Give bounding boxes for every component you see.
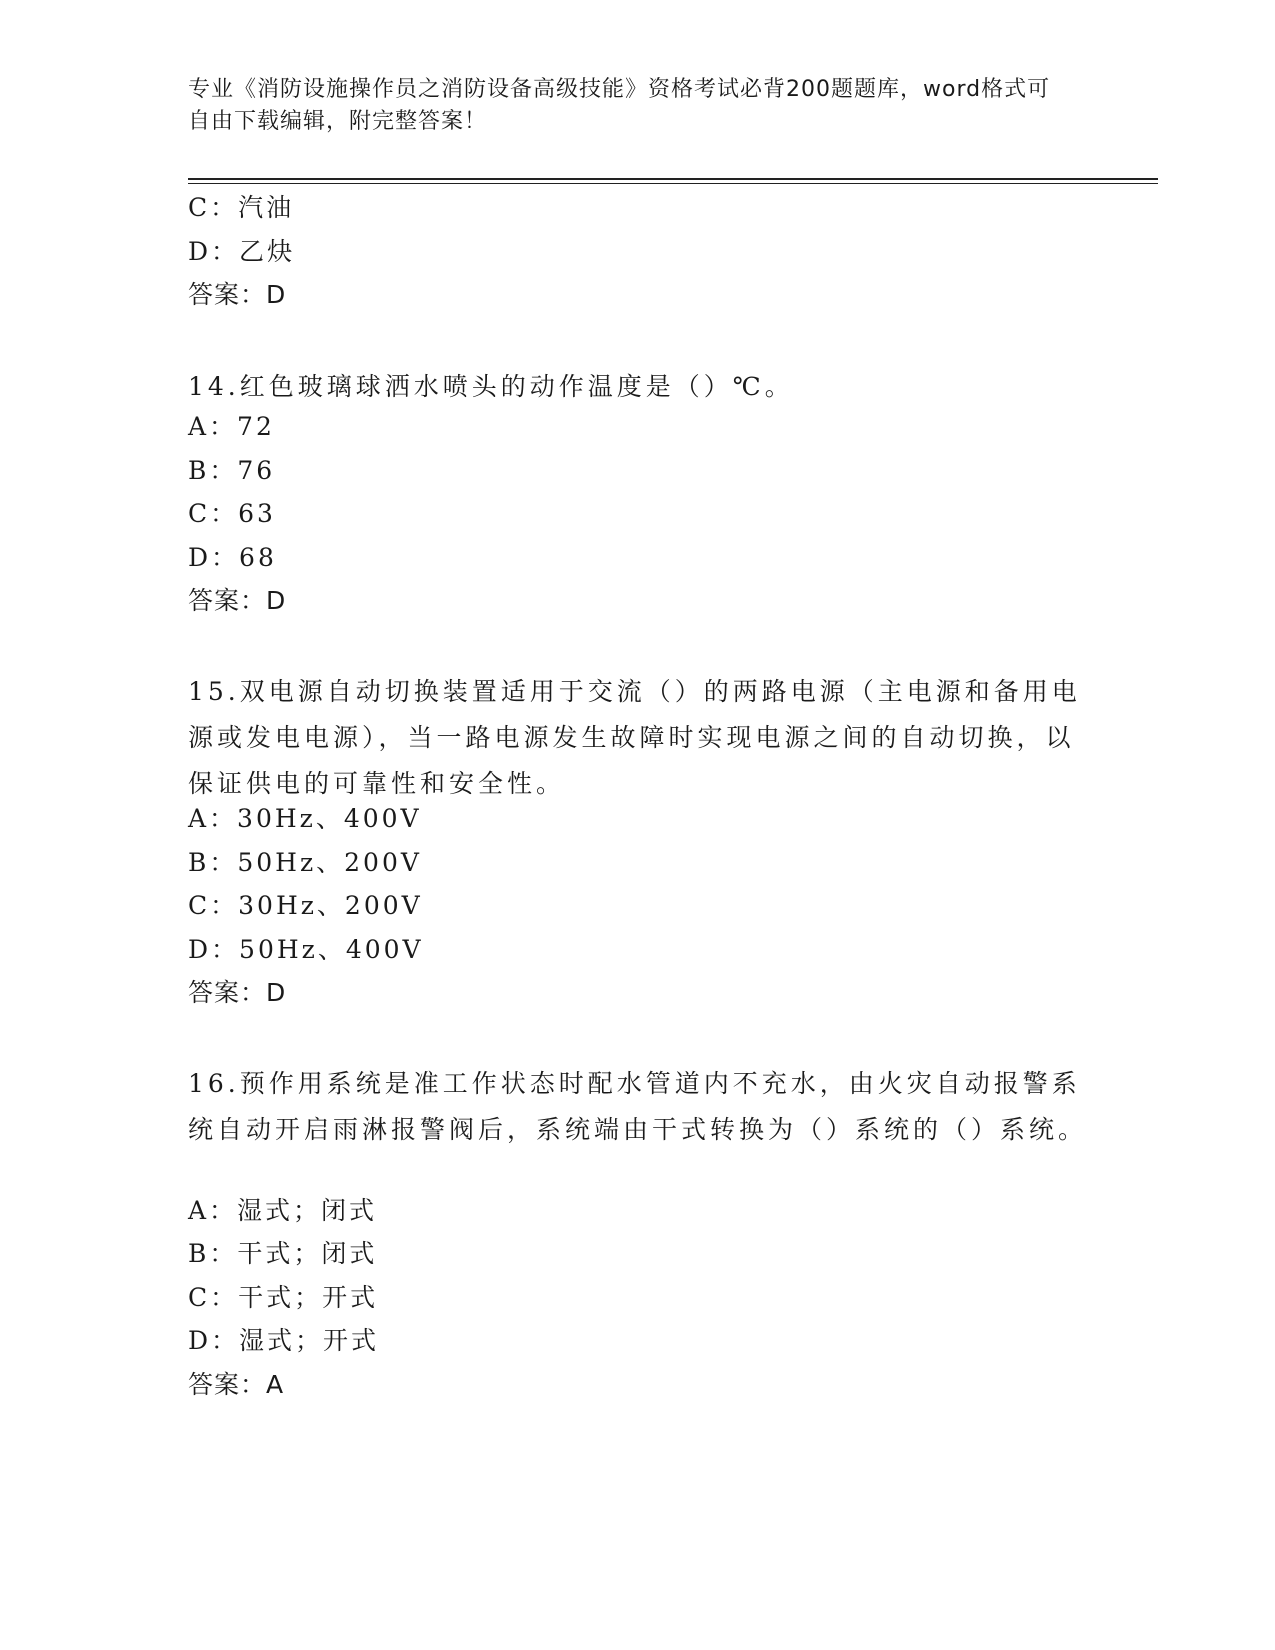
option-d: D：乙炔 xyxy=(188,237,296,266)
option-c: C：63 xyxy=(188,499,276,528)
question-text: 16.预作用系统是准工作状态时配水管道内不充水，由火灾自动报警系统自动开启雨淋报警阀后，系统端由干式转换为（）系统的（）系统。 xyxy=(188,1069,1088,1144)
header-divider-thin xyxy=(188,183,1158,184)
question-text: 15.双电源自动切换装置适用于交流（）的两路电源（主电源和备用电源或发电电源），当一路电源发生故障时实现电源之间的自动切换，以保证供电的可靠性和安全性。 xyxy=(188,677,1081,798)
option-d: D：50Hz、400V xyxy=(188,935,424,964)
option-a: A：湿式；闭式 xyxy=(188,1196,378,1225)
option-b: B：干式；闭式 xyxy=(188,1239,378,1268)
answer: 答案：D xyxy=(188,978,287,1007)
answer: 答案：D xyxy=(188,586,287,615)
option-a: A：72 xyxy=(188,412,275,441)
option-c: C：汽油 xyxy=(188,193,295,222)
answer: 答案：D xyxy=(188,280,287,309)
header-divider-thick xyxy=(188,178,1158,180)
option-c: C：30Hz、200V xyxy=(188,891,423,920)
answer: 答案：A xyxy=(188,1370,285,1399)
option-d: D：68 xyxy=(188,543,277,572)
document-header: 专业《消防设施操作员之消防设备高级技能》资格考试必背200题题库，word格式可自由下载编辑，附完整答案！ xyxy=(188,77,1051,134)
option-b: B：76 xyxy=(188,456,276,485)
question-text: 14.红色玻璃球洒水喷头的动作温度是（）℃。 xyxy=(188,372,794,401)
option-a: A：30Hz、400V xyxy=(188,804,422,833)
option-d: D：湿式；开式 xyxy=(188,1326,380,1355)
option-c: C：干式；开式 xyxy=(188,1283,379,1312)
option-b: B：50Hz、200V xyxy=(188,848,422,877)
